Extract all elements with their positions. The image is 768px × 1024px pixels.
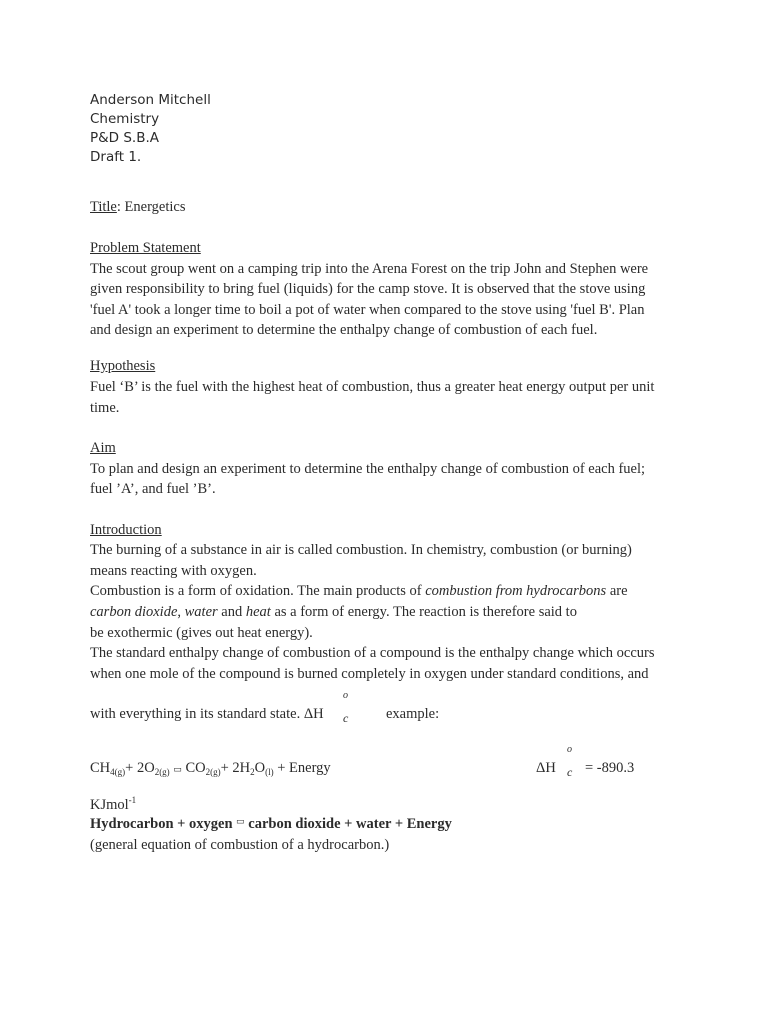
eq-h-count: 2 <box>250 767 255 777</box>
intro-line: with everything in its standard state. ΔH <box>90 706 324 722</box>
intro-line: be exothermic (gives out heat energy). <box>90 625 313 641</box>
intro-line <box>90 604 577 621</box>
example-label: example: <box>386 706 440 722</box>
introduction-heading: Introduction <box>90 522 162 538</box>
hypothesis-line: time. <box>90 400 120 416</box>
intro-text: , <box>177 604 185 620</box>
title-value: : Energetics <box>116 199 186 215</box>
general-products: carbon dioxide + water + Energy <box>248 816 452 832</box>
unit-text: KJmol <box>90 797 129 813</box>
eq-delta-h: ΔH <box>536 760 556 776</box>
unit-exponent: -1 <box>128 795 137 805</box>
eq-ch: CH <box>90 760 111 776</box>
eq-o: O <box>254 760 266 776</box>
intro-line: The burning of a substance in air is called combustion. In chemistry, combustion (or burning) <box>90 542 632 558</box>
intro-text: and <box>217 604 246 620</box>
title-label: Title <box>90 199 117 215</box>
intro-text: as a form of energy. The reaction is therefore said to <box>270 604 577 620</box>
aim-heading: Aim <box>90 440 116 456</box>
general-equation <box>90 816 452 833</box>
author-name: Anderson Mitchell <box>90 92 211 108</box>
intro-line <box>90 583 628 600</box>
intro-line: The standard enthalpy change of combustion of a compound is the enthalpy change which occurs <box>90 645 655 661</box>
problem-heading: Problem Statement <box>90 240 201 256</box>
title-line <box>90 199 185 216</box>
eq-plus-h: + 2H <box>220 760 251 776</box>
hypothesis-line: Fuel ‘B’ is the fuel with the highest heat of combustion, thus a greater heat energy output per unit <box>90 379 655 395</box>
eq-water-state: (l) <box>265 767 274 777</box>
eq-co2-state: 2(g) <box>205 767 221 777</box>
intro-italic: combustion from hydrocarbons <box>425 583 607 599</box>
problem-line: 'fuel A' took a longer time to boil a pot of water when compared to the stove using 'fuel B'. Plan <box>90 302 645 318</box>
intro-line: when one mole of the compound is burned completely in oxygen under standard conditions, and <box>90 666 649 682</box>
problem-line: The scout group went on a camping trip into the Arena Forest on the trip John and Stephen were <box>90 261 649 277</box>
arrow-icon: ▭ <box>236 816 245 826</box>
intro-italic: carbon dioxide <box>90 604 178 620</box>
aim-line: fuel ’A’, and fuel ’B’. <box>90 481 216 497</box>
eq-o2-state: 2(g) <box>154 767 170 777</box>
hypothesis-heading: Hypothesis <box>90 358 156 374</box>
delta-h-superscript: o <box>343 690 348 701</box>
methane-equation <box>90 760 331 777</box>
subject: Chemistry <box>90 111 160 127</box>
eq-plus-o2: + 2O <box>125 760 155 776</box>
course: P&D S.B.A <box>90 130 160 146</box>
draft-label: Draft 1. <box>90 149 142 165</box>
problem-line: given responsibility to bring fuel (liquids) for the camp stove. It is observed that the stove using <box>90 281 646 297</box>
general-reactants: Hydrocarbon + oxygen <box>90 816 233 832</box>
intro-text: Combustion is a form of oxidation. The main products of <box>90 583 426 599</box>
enthalpy-unit <box>90 795 136 814</box>
intro-italic: water <box>184 604 218 620</box>
arrow-icon: ▭ <box>173 764 182 774</box>
eq-ch-state: 4(g) <box>110 767 126 777</box>
general-note: (general equation of combustion of a hydrocarbon.) <box>90 837 390 853</box>
eq-energy: + Energy <box>277 760 331 776</box>
delta-h-subscript: c <box>343 711 349 725</box>
eq-delta-h-superscript: o <box>567 744 572 755</box>
eq-co: CO <box>185 760 206 776</box>
eq-delta-h-subscript: c <box>567 765 573 779</box>
problem-line: and design an experiment to determine the enthalpy change of combustion of each fuel. <box>90 322 598 338</box>
eq-enthalpy-value: = -890.3 <box>585 760 635 776</box>
intro-italic: heat <box>245 604 271 620</box>
intro-text: are <box>606 583 628 599</box>
intro-line: means reacting with oxygen. <box>90 563 257 579</box>
aim-line: To plan and design an experiment to determine the enthalpy change of combustion of each fuel; <box>90 461 646 477</box>
